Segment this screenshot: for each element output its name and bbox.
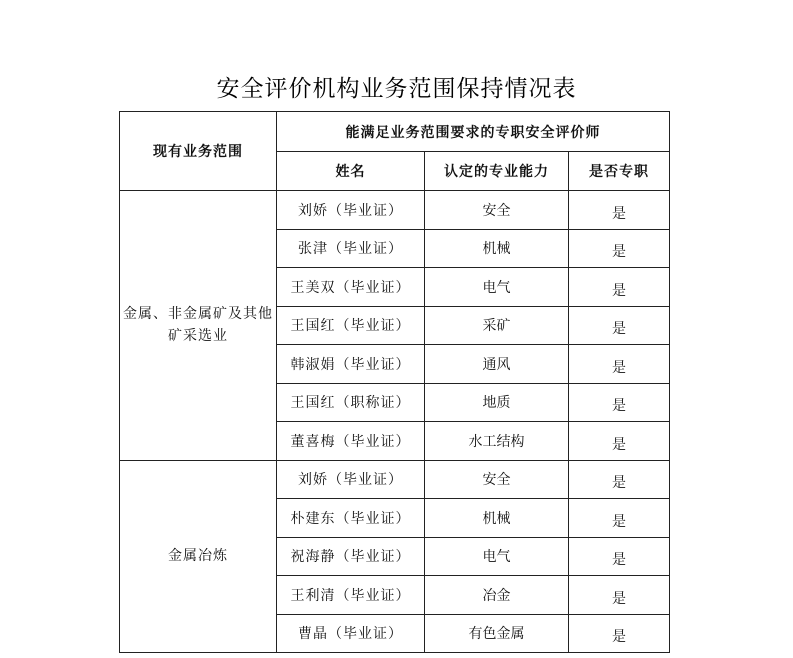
fulltime-cell: 是 [569,268,670,307]
ability-cell: 电气 [425,537,569,576]
staff-table [119,111,670,653]
ability-cell: 安全 [425,460,569,499]
scope-cell: 金属冶炼 [120,460,277,653]
fulltime-cell: 是 [569,229,670,268]
ability-cell: 机械 [425,229,569,268]
fulltime-cell: 是 [569,345,670,384]
fulltime-cell: 是 [569,499,670,538]
ability-cell: 采矿 [425,306,569,345]
header-ability: 认定的专业能力 [425,152,569,191]
ability-cell: 有色金属 [425,614,569,653]
table-row [120,460,670,499]
page-title: 安全评价机构业务范围保持情况表 [216,76,577,102]
ability-cell: 水工结构 [425,422,569,461]
ability-cell: 机械 [425,499,569,538]
fulltime-cell: 是 [569,422,670,461]
fulltime-cell: 是 [569,460,670,499]
fulltime-cell: 是 [569,191,670,230]
table-row [120,191,670,230]
name-cell: 刘娇（毕业证） [277,191,425,230]
ability-cell: 通风 [425,345,569,384]
name-cell: 董喜梅（毕业证） [277,422,425,461]
ability-cell: 地质 [425,383,569,422]
ability-cell: 安全 [425,191,569,230]
name-cell: 朴建东（毕业证） [277,499,425,538]
name-cell: 王利清（毕业证） [277,576,425,615]
fulltime-cell: 是 [569,306,670,345]
name-cell: 王国红（毕业证） [277,306,425,345]
fulltime-cell: 是 [569,383,670,422]
name-cell: 张津（毕业证） [277,229,425,268]
header-row [120,112,670,152]
fulltime-cell: 是 [569,614,670,653]
name-cell: 祝海静（毕业证） [277,537,425,576]
header-group: 能满足业务范围要求的专职安全评价师 [277,112,670,152]
scope-cell: 金属、非金属矿及其他矿采选业 [120,191,277,461]
header-fulltime: 是否专职 [569,152,670,191]
name-cell: 王美双（毕业证） [277,268,425,307]
header-name: 姓名 [277,152,425,191]
ability-cell: 电气 [425,268,569,307]
name-cell: 刘娇（毕业证） [277,460,425,499]
name-cell: 曹晶（毕业证） [277,614,425,653]
ability-cell: 冶金 [425,576,569,615]
name-cell: 王国红（职称证） [277,383,425,422]
fulltime-cell: 是 [569,576,670,615]
header-scope: 现有业务范围 [120,112,277,191]
fulltime-cell: 是 [569,537,670,576]
name-cell: 韩淑娟（毕业证） [277,345,425,384]
